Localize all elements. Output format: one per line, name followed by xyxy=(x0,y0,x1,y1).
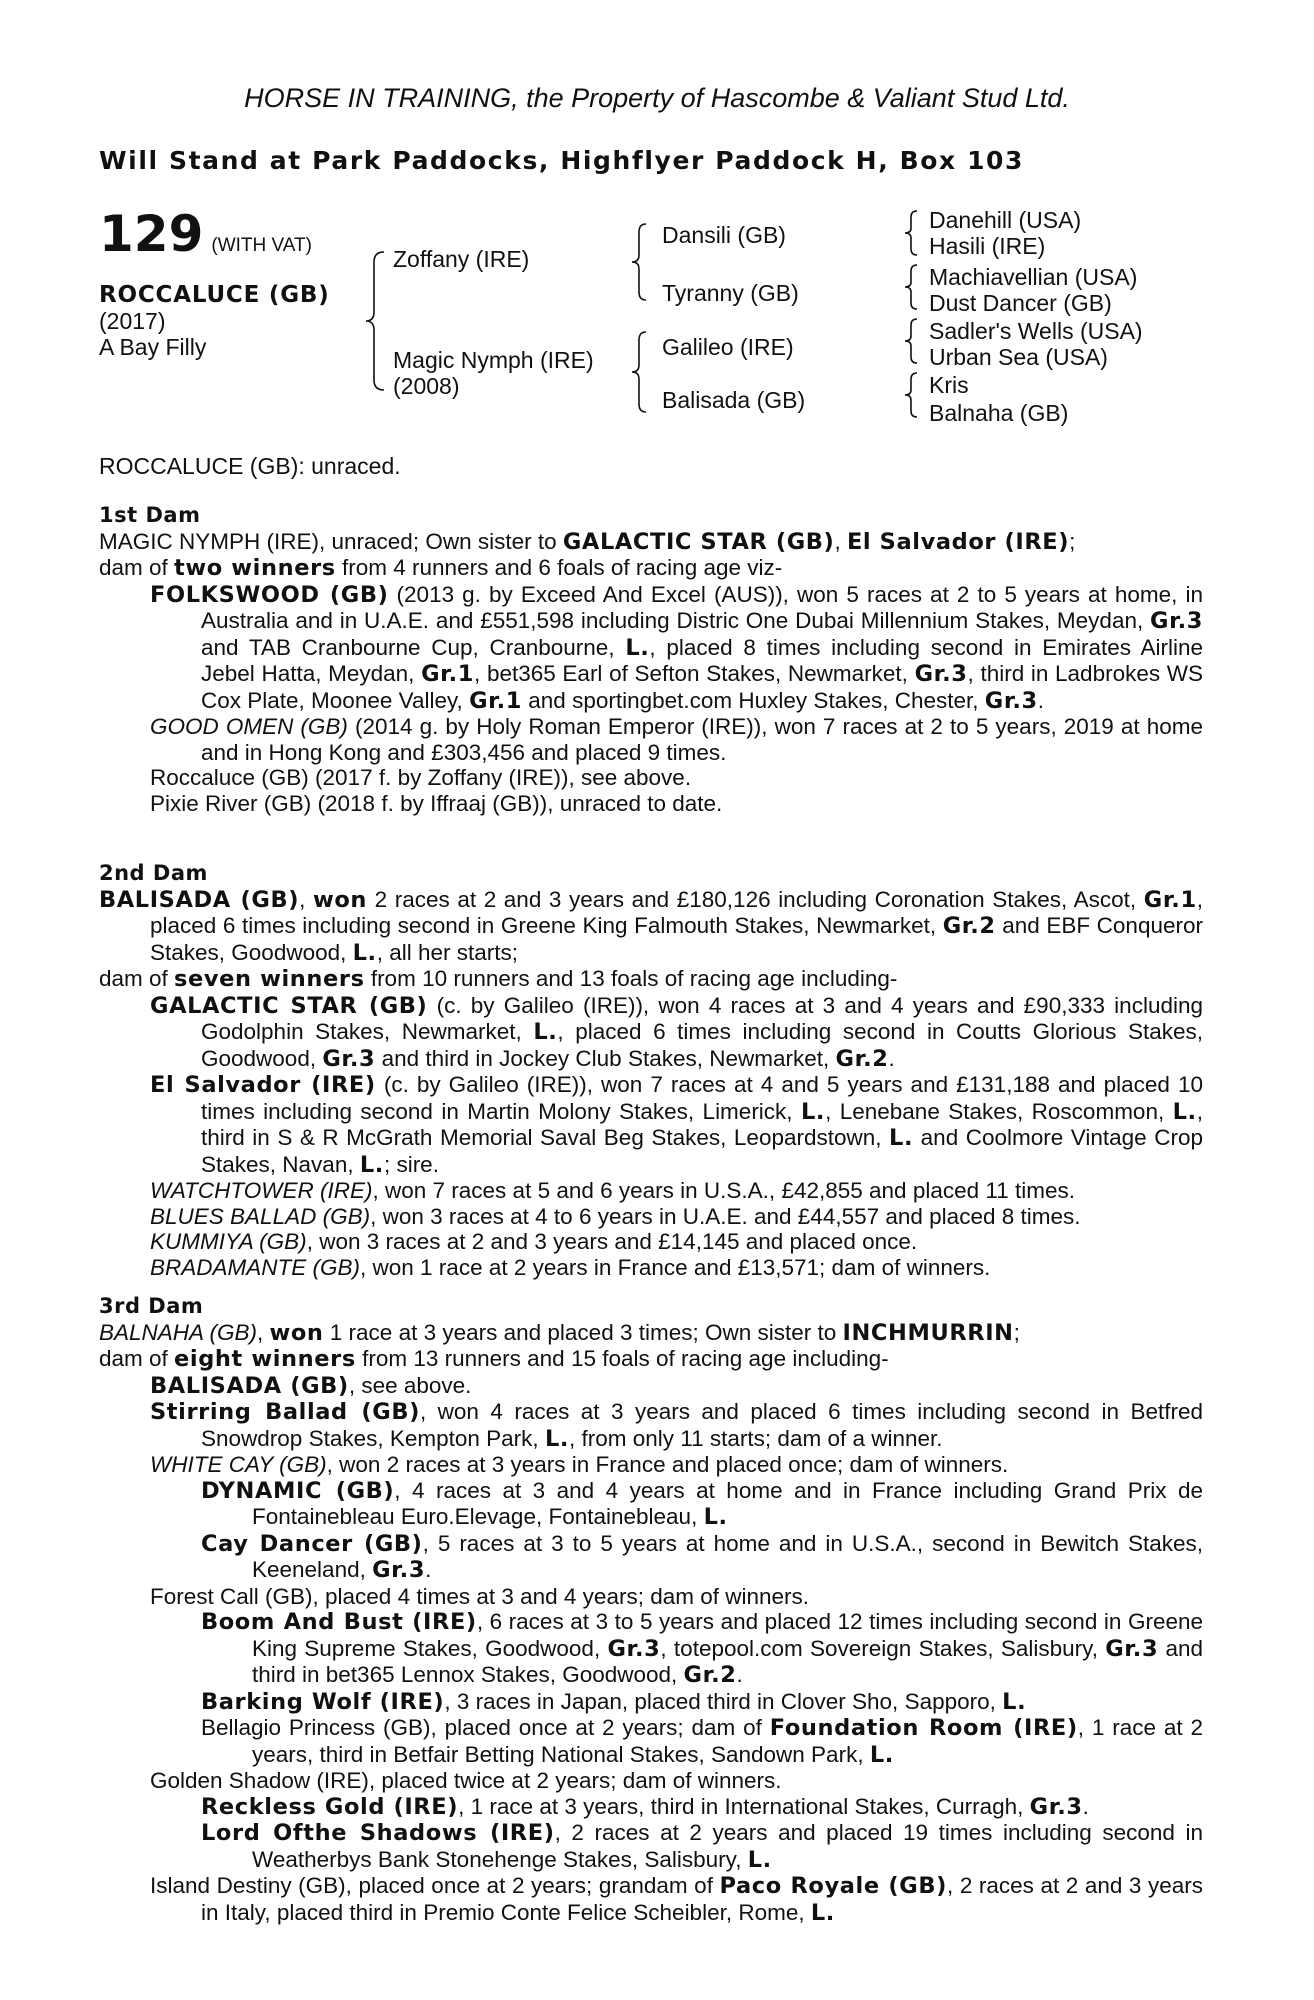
third-dam-section xyxy=(99,1294,1203,1926)
horse-identity xyxy=(99,282,330,360)
produce-entry: WATCHTOWER (IRE), won 7 races at 5 and 6 years in U.S.A., £42,855 and placed 11 times. xyxy=(150,1178,1075,1203)
produce-entry: BRADAMANTE (GB), won 1 race at 2 years in France and £13,571; dam of winners. xyxy=(150,1254,991,1280)
pedigree-g8: Balnaha (GB) xyxy=(929,400,1069,426)
produce-entry: GALACTIC STAR (GB) (c. by Galileo (IRE)), won 4 races at 3 and 4 years and £90,333 including Godolphin Stakes, Newmarket, L., placed 6 times including second in Coutts Glorious Stakes, Goodwood, Gr.3 and third in Jockey Club Stakes, Newmarket, Gr.2. xyxy=(150,992,1203,1072)
grand-produce-entry: DYNAMIC (GB), 4 races at 3 and 4 years at home and in France including Grand Prix de Fontainebleau Euro.Elevage, Fontainebleau, L. xyxy=(201,1477,1203,1530)
pedigree-brace-g1 xyxy=(903,209,921,257)
pedigree-brace-g3 xyxy=(903,317,921,365)
pedigree-brace-g2 xyxy=(903,263,921,311)
pedigree-dam-sire: Galileo (IRE) xyxy=(662,334,794,360)
produce-entry: FOLKSWOOD (GB) (2013 g. by Exceed And Excel (AUS)), won 5 races at 2 to 5 years at home, in Australia and in U.A.E. and £551,598 including Distric One Dubai Millennium Stakes, Meydan, Gr.3 and TAB Cranbourne Cup, Cranbourne, L., placed 8 times including second in Emirates Airline Jebel Hatta, Meydan, Gr.1, bet365 Earl of Sefton Stakes, Newmarket, Gr.3, third in Ladbrokes WS Cox Plate, Moonee Valley, Gr.1 and sportingbet.com Huxley Stakes, Chester, Gr.3. xyxy=(150,581,1204,714)
pedigree-brace-g4 xyxy=(903,371,921,419)
dam-intro: BALNAHA (GB), won 1 race at 3 years and placed 3 times; Own sister to INCHMURRIN; xyxy=(99,1319,1020,1346)
lot-number-block xyxy=(99,206,312,262)
first-dam-section xyxy=(99,503,1203,816)
horse-description: A Bay Filly xyxy=(99,334,207,360)
pedigree-g7: Kris xyxy=(929,372,969,398)
vat-note: (WITH VAT) xyxy=(211,235,312,256)
grand-produce-entry: Boom And Bust (IRE), 6 races at 3 to 5 years and placed 12 times including second in Greene King Supreme Stakes, Goodwood, Gr.3, totepool.com Sovereign Stakes, Salisbury, Gr.3 and third in bet365 Lennox Stakes, Goodwood, Gr.2. xyxy=(201,1609,1203,1688)
grand-produce-entry: Barking Wolf (IRE), 3 races in Japan, placed third in Clover Sho, Sapporo, L. xyxy=(201,1688,1027,1715)
produce-entry: Golden Shadow (IRE), placed twice at 2 years; dam of winners. xyxy=(150,1768,782,1793)
pedigree-g5: Sadler's Wells (USA) xyxy=(929,318,1143,344)
grand-produce-entry: Bellagio Princess (GB), placed once at 2 years; dam of Foundation Room (IRE), 1 race at 2 years, third in Betfair Betting National Stakes, Sandown Park, L. xyxy=(201,1715,1203,1768)
produce-entry: WHITE CAY (GB), won 2 races at 3 years in France and placed once; dam of winners. xyxy=(150,1452,1009,1477)
pedigree-g3: Machiavellian (USA) xyxy=(929,264,1138,290)
section-heading: 3rd Dam xyxy=(99,1294,204,1318)
pedigree-g2: Hasili (IRE) xyxy=(929,233,1046,259)
pedigree-g4: Dust Dancer (GB) xyxy=(929,290,1112,316)
dam-intro: MAGIC NYMPH (IRE), unraced; Own sister to GALACTIC STAR (GB), El Salvador (IRE); xyxy=(99,528,1076,555)
pedigree-sire-sire: Dansili (GB) xyxy=(662,222,786,248)
pedigree-g6: Urban Sea (USA) xyxy=(929,344,1108,370)
grand-produce-entry: Reckless Gold (IRE), 1 race at 3 years, third in International Stakes, Curragh, Gr.3. xyxy=(201,1793,1089,1820)
produce-entry: Forest Call (GB), placed 4 times at 3 and 4 years; dam of winners. xyxy=(150,1583,810,1609)
pedigree-dam: Magic Nymph (IRE) xyxy=(393,347,594,373)
pedigree-dam-dam: Balisada (GB) xyxy=(662,387,806,413)
racing-record: ROCCALUCE (GB): unraced. xyxy=(99,453,401,479)
dam-produce-summary: dam of eight winners from 13 runners and 15 foals of racing age including- xyxy=(99,1346,889,1372)
produce-entry: KUMMIYA (GB), won 3 races at 2 and 3 years and £14,145 and placed once. xyxy=(150,1229,918,1254)
grand-produce-entry: Lord Ofthe Shadows (IRE), 2 races at 2 years and placed 19 times including second in Weatherbys Bank Stonehenge Stakes, Salisbury, L. xyxy=(201,1820,1203,1873)
pedigree-brace-main xyxy=(364,250,388,392)
dam-produce-summary: dam of two winners from 4 runners and 6 foals of racing age viz- xyxy=(99,555,783,581)
pedigree-g1: Danehill (USA) xyxy=(929,207,1082,233)
consignor-title: HORSE IN TRAINING, the Property of Hascombe & Valiant Stud Ltd. xyxy=(244,83,1070,113)
horse-year: (2017) xyxy=(99,308,166,334)
produce-entry: Island Destiny (GB), placed once at 2 years; grandam of Paco Royale (GB), 2 races at 2 and 3 years in Italy, placed third in Premio Conte Felice Scheibler, Rome, L. xyxy=(150,1873,1203,1926)
produce-entry: Stirring Ballad (GB), won 4 races at 3 years and placed 6 times including second in Betfred Snowdrop Stakes, Kempton Park, L., from only 11 starts; dam of a winner. xyxy=(150,1399,1203,1452)
produce-entry: GOOD OMEN (GB) (2014 g. by Holy Roman Emperor (IRE)), won 7 races at 2 to 5 years, 2019 at home and in Hong Kong and £303,456 and placed 9 times. xyxy=(150,714,1204,765)
pedigree-brace-dam xyxy=(630,330,650,414)
pedigree-dam-year: (2008) xyxy=(393,373,460,399)
section-heading: 1st Dam xyxy=(99,503,201,527)
pedigree-sire-dam: Tyranny (GB) xyxy=(662,280,799,306)
produce-entry: BALISADA (GB), see above. xyxy=(150,1372,472,1399)
produce-entry: El Salvador (IRE) (c. by Galileo (IRE)), won 7 races at 4 and 5 years and £131,188 and placed 10 times including second in Martin Molony Stakes, Limerick, L., Lenebane Stakes, Roscommon, L., third in S & R McGrath Memorial Saval Beg Stakes, Leopardstown, L. and Coolmore Vintage Crop Stakes, Navan, L.; sire. xyxy=(150,1072,1203,1178)
dam-produce-summary: dam of seven winners from 10 runners and 13 foals of racing age including- xyxy=(99,966,898,992)
section-heading: 2nd Dam xyxy=(99,861,208,885)
pedigree-brace-sire xyxy=(630,222,650,302)
dam-intro: BALISADA (GB), won 2 races at 2 and 3 years and £180,126 including Coronation Stakes, Ascot, Gr.1, placed 6 times including second in Greene King Falmouth Stakes, Newmarket, Gr.2 and EBF Conqueror Stakes, Goodwood, L., all her starts; xyxy=(99,886,1203,966)
pedigree-sire: Zoffany (IRE) xyxy=(393,246,530,272)
produce-entry: Roccaluce (GB) (2017 f. by Zoffany (IRE)), see above. xyxy=(150,765,692,790)
second-dam-section xyxy=(99,861,1203,1280)
stand-location: Will Stand at Park Paddocks, Highflyer Paddock H, Box 103 xyxy=(99,146,1025,175)
horse-name: ROCCALUCE (GB) xyxy=(99,282,330,308)
grand-produce-entry: Cay Dancer (GB), 5 races at 3 to 5 years at home and in U.S.A., second in Bewitch Stakes, Keeneland, Gr.3. xyxy=(201,1530,1204,1583)
lot-number: 129 xyxy=(99,205,204,263)
produce-entry: Pixie River (GB) (2018 f. by Iffraaj (GB)), unraced to date. xyxy=(150,790,723,816)
produce-entry: BLUES BALLAD (GB), won 3 races at 4 to 6 years in U.A.E. and £44,557 and placed 8 times. xyxy=(150,1203,1081,1229)
